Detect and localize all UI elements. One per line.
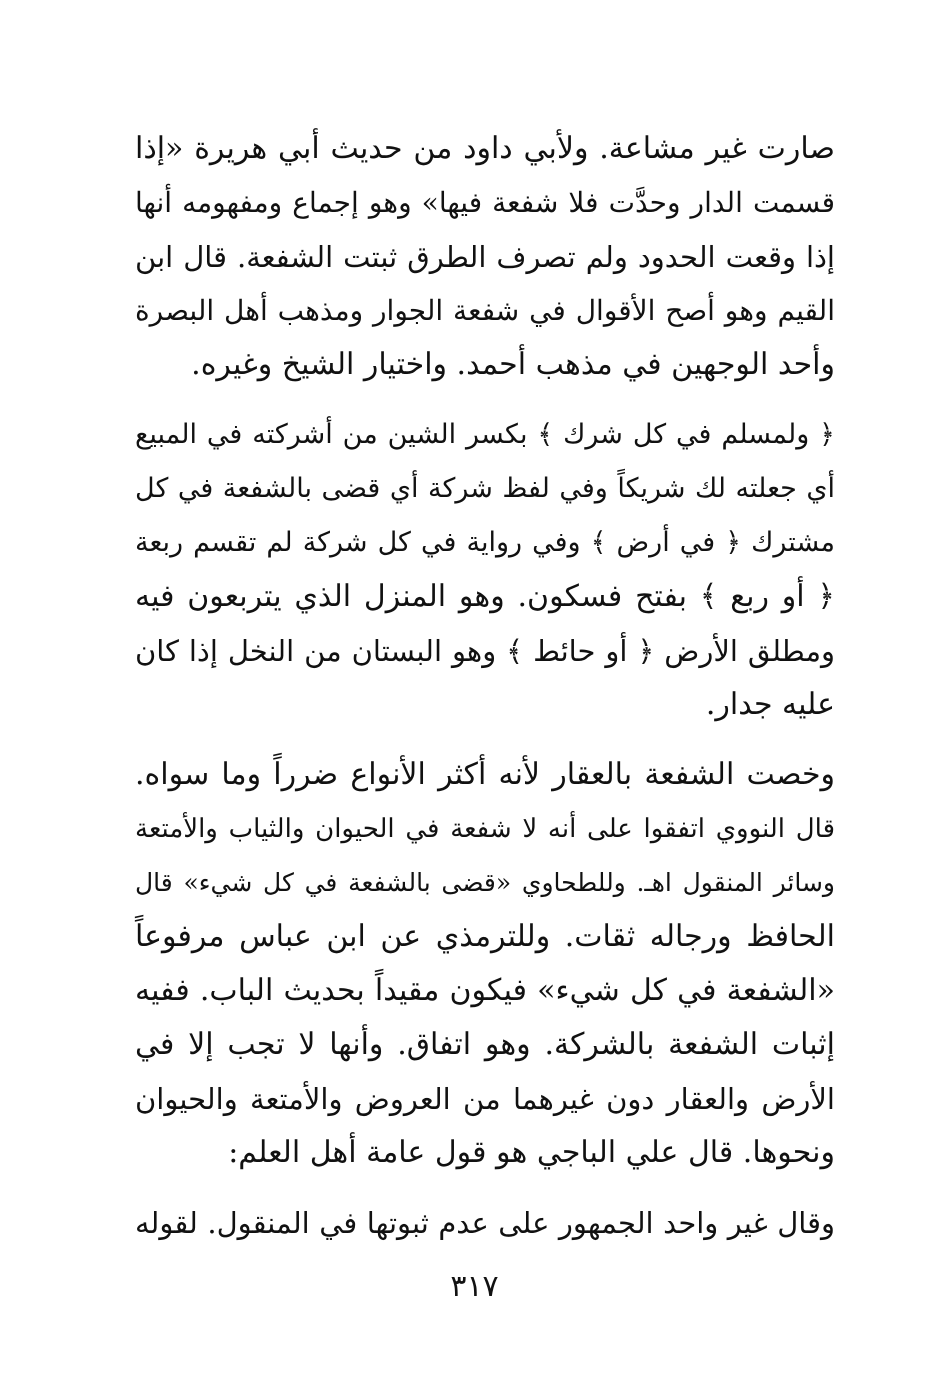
text-line: إثبات الشفعة بالشركة. وهو اتفاق. وأنها لا تجب إلا في — [135, 1027, 835, 1062]
text-line: وأحد الوجهين في مذهب أحمد. واختيار الشيخ وغيره. — [191, 347, 835, 382]
text-line: القيم وهو أصح الأقوال في شفعة الجوار ومذهب أهل البصرة — [135, 294, 835, 327]
paragraph — [135, 408, 835, 732]
text-line: إذا وقعت الحدود ولم تصرف الطرق ثبتت الشفعة. قال ابن — [135, 240, 835, 274]
text-line: وقال غير واحد الجمهور على عدم ثبوتها في المنقول. لقوله — [135, 1206, 835, 1240]
page-number: ٣١٧ — [450, 1269, 499, 1304]
paragraph — [135, 1196, 835, 1250]
text-line: صارت غير مشاعة. ولأبي داود من حديث أبي هريرة «إذا — [135, 131, 835, 166]
text-line: قسمت الدار وحدَّت فلا شفعة فيها» وهو إجماع ومفهومه أنها — [135, 186, 835, 219]
text-line: ﴿ ولمسلم في كل شرك ﴾ بكسر الشين من أشركته في المبيع — [135, 419, 835, 450]
text-line: عليه جدار. — [705, 687, 835, 722]
paragraph — [135, 122, 835, 392]
paragraph — [135, 748, 835, 1180]
text-line: وخصت الشفعة بالعقار لأنه أكثر الأنواع ضرراً وما سواه. — [135, 757, 835, 792]
text-line: وسائر المنقول اهـ. وللطحاوي «قضى بالشفعة في كل شيء» قال — [135, 868, 835, 897]
text-line: ﴿ أو ربع ﴾ بفتح فسكون. وهو المنزل الذي يتربعون فيه — [135, 579, 835, 614]
text-line: أي جعلته لك شريكاً وفي لفظ شركة أي قضى بالشفعة في كل — [135, 473, 835, 504]
text-line: ومطلق الأرض ﴿ أو حائط ﴾ وهو البستان من النخل إذا كان — [135, 634, 835, 668]
text-line: الحافظ ورجاله ثقات. وللترمذي عن ابن عباس مرفوعاً — [135, 919, 835, 954]
text-line: ونحوها. قال علي الباجي هو قول عامة أهل العلم: — [228, 1135, 835, 1170]
text-line: قال النووي اتفقوا على أنه لا شفعة في الحيوان والثياب والأمتعة — [135, 814, 835, 844]
text-line: «الشفعة في كل شيء» فيكون مقيداً بحديث الباب. ففيه — [135, 973, 835, 1008]
text-line: الأرض والعقار دون غيرهما من العروض والأمتعة والحيوان — [135, 1082, 835, 1116]
text-line: مشترك ﴿ في أرض ﴾ وفي رواية في كل شركة لم تقسم ربعة — [135, 527, 835, 558]
